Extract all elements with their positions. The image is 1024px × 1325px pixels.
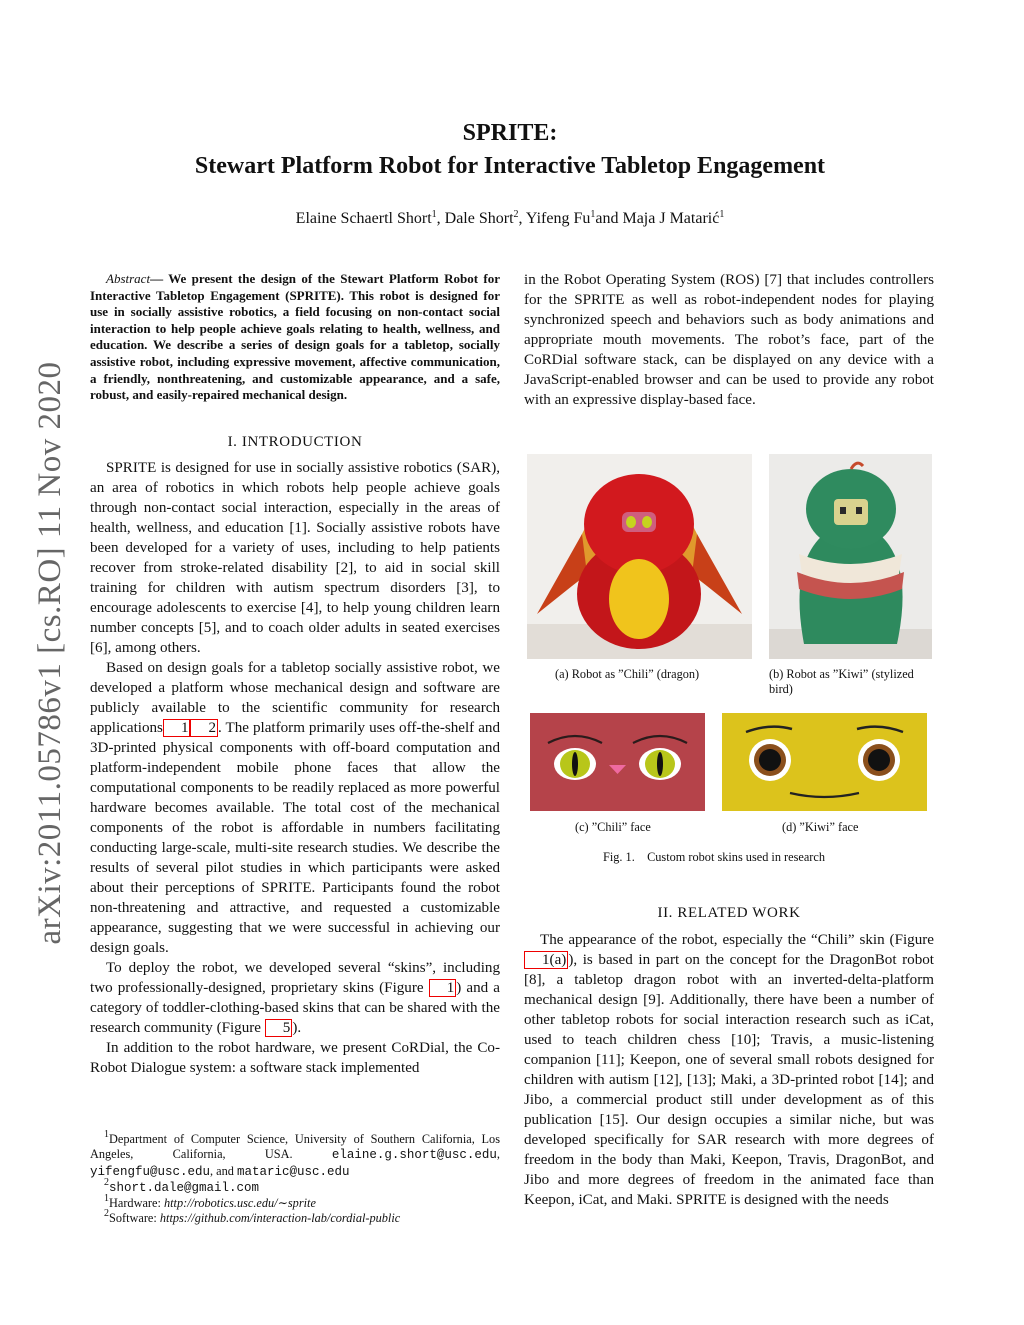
footnote-link[interactable]: 1 <box>163 719 191 737</box>
caption-b: (b) Robot as ”Kiwi” (stylized bird) <box>769 667 914 696</box>
chili-face-illustration <box>530 713 705 811</box>
footnote: $^1$Department of Computer Science, University of Southern California, Los Angeles, California, USA. elaine.g.short@usc.edu, yifengfu@usc.edu, and mataric@usc.edu <box>90 1129 500 1179</box>
abstract-text: We present the design of the Stewart Platform Robot for Interactive Tabletop Engagement (SPRITE). This robot is designed for use in socially assistive robotics, a field focusing on non-contact social interaction to help people achieve goals relating to health, wellness, and education. We describe a series of design goals for a tabletop, socially assistive robot, including expressive movement, affective communication, a friendly, nonthreatening, and customizable appearance, and a safe, robust, and easily-repaired mechanical design. <box>90 271 500 403</box>
affiliation-mark: 1 <box>590 209 596 220</box>
figure-kiwi-face <box>722 713 927 811</box>
email-link[interactable]: elaine.g.short@usc.edu <box>331 1148 497 1163</box>
chili-robot-illustration <box>527 454 752 659</box>
figure-caption: Fig. 1. Custom robot skins used in research <box>603 850 826 864</box>
footnote: $^1$Hardware: http://robotics.usc.edu/∼sprite <box>104 1193 316 1211</box>
footnotes <box>90 1129 500 1227</box>
email-link[interactable]: yifengfu@usc.edu <box>90 1164 211 1179</box>
author-name: , Yifeng Fu <box>518 210 591 227</box>
author-name: , Dale Short <box>436 210 514 227</box>
section-heading-related-work: II. RELATED WORK <box>657 905 801 921</box>
figure-kiwi-robot-photo <box>769 454 932 659</box>
affiliation-mark: 1 <box>719 209 725 220</box>
figure-link[interactable]: 1 <box>429 979 457 997</box>
section-heading-introduction: I. INTRODUCTION <box>227 434 363 450</box>
author-name: Elaine Schaertl Short <box>295 210 432 227</box>
abstract-label: Abstract <box>106 271 151 286</box>
paragraph: SPRITE is designed for use in socially assistive robotics (SAR), an area of robotics in which robots help people achieve goals through non-contact social interaction, especially in the areas of health, wellness, and education [1]. Socially assistive robots have been developed for a variety of uses, including to help patients recover from stroke-related disability [2], to aid in social skill training for children with autism spectrum disorders [3], to encourage adolescents to exercise [4], to help young children learn number concepts [5], and to coach older adults in seated exercises [6], among others. <box>90 460 500 656</box>
email-link[interactable]: short.dale@gmail.com <box>109 1180 260 1195</box>
footnote: $^2$short.dale@gmail.com <box>104 1176 260 1195</box>
paragraph: Based on design goals for a tabletop socially assistive robot, we developed a platform whose mechanical design and software are publicly available to the scientific community for research applications 1 2 . The platform primarily uses off-the-shelf and 3D-printed physical components with off-board computation and platform-independent mobile phone faces that allow the computational components to be readily replaced as more powerful hardware becomes available. The total cost of the mechanical components of the robot is affordable in numbers facilitating conducting large-scale, multi-site research studies. We describe the results of several pilot studies in which participants were asked about their perceptions of SPRITE. Participants found the robot non-threatening and attractive, and requested a customizable appearance, suggesting that we were successful in achieving our design goals. <box>90 660 500 956</box>
related-work-body <box>524 930 934 1210</box>
affiliation-mark: 2 <box>513 209 519 220</box>
paragraph: To deploy the robot, we developed several “skins”, including two professionally-designed, proprietary skins (Figure 1 ) and a category of toddler-clothing-based skins that can be shared with the research community (Figure 5 ). <box>90 960 500 1036</box>
paragraph: The appearance of the robot, especially the “Chili” skin (Figure 1(a) ), is based in part on the concept for the DragonBot robot [8], a tabletop dragon robot with an inverted-delta-platform mechanical design [9]. Additionally, there have been a number of other tabletop robots for social interaction research such as iCat, used to teach children chess [10]; Travis, a music-listening companion [11]; Keepon, one of several small robots designed for children with autism [12], [13]; Maki, a 3D-printed robot [14]; and Jibo, a commercial product still under development as of this publication [15]. Our design occupies a similar niche, but was developed specifically for SAR research with more degrees of freedom in the body than Maki, Keepon, Travis, DragonBot, and Jibo and more degrees of freedom in the animated face than Keepon, iCat, and Maki. SPRITE is designed with the needs <box>524 932 934 1208</box>
footnote: $^2$Software: https://github.com/interaction-lab/cordial-public <box>104 1208 401 1226</box>
paper-title-line1: SPRITE: <box>462 120 558 146</box>
introduction-body <box>90 458 500 1078</box>
figure-chili-face <box>530 713 705 811</box>
figure-link[interactable]: 5 <box>265 1019 293 1037</box>
caption-d: (d) ”Kiwi” face <box>782 820 859 834</box>
abstract-dash: — <box>150 271 164 286</box>
caption-a: (a) Robot as ”Chili” (dragon) <box>555 667 700 681</box>
paragraph: In addition to the robot hardware, we present CoRDial, the Co-Robot Dialogue system: a software stack implemented <box>90 1040 500 1076</box>
figure-chili-robot-photo <box>527 454 752 659</box>
arxiv-stamp: arXiv:2011.05786v1 [cs.RO] 11 Nov 2020 <box>32 361 68 945</box>
url-link[interactable]: https://github.com/interaction-lab/cordial-public <box>159 1211 401 1226</box>
author-list <box>100 210 920 228</box>
affiliation-mark: 1 <box>431 209 437 220</box>
right-column-continuation: in the Robot Operating System (ROS) [7] that includes controllers for the SPRITE as well as robot-independent nodes for playing synchronized speech and behaviors such as body animations and appropriate mouth movements. The robot’s face, part of the CoRDial software stack, can be displayed on any device with a JavaScript-enabled browser and can be used to provide any robot with an expressive display-based face. <box>524 272 934 408</box>
footnote-link[interactable]: 2 <box>190 719 218 737</box>
figure-link[interactable]: 1(a) <box>524 951 568 969</box>
author-name: and Maja J Matarić <box>595 210 720 227</box>
caption-c: (c) ”Chili” face <box>575 820 651 834</box>
paper-title-line2: Stewart Platform Robot for Interactive Tabletop Engagement <box>194 153 826 179</box>
abstract <box>90 271 500 404</box>
email-link[interactable]: mataric@usc.edu <box>237 1164 350 1179</box>
url-link[interactable]: http://robotics.usc.edu/∼sprite <box>163 1196 316 1211</box>
kiwi-robot-illustration <box>769 454 932 659</box>
kiwi-face-illustration <box>722 713 927 811</box>
